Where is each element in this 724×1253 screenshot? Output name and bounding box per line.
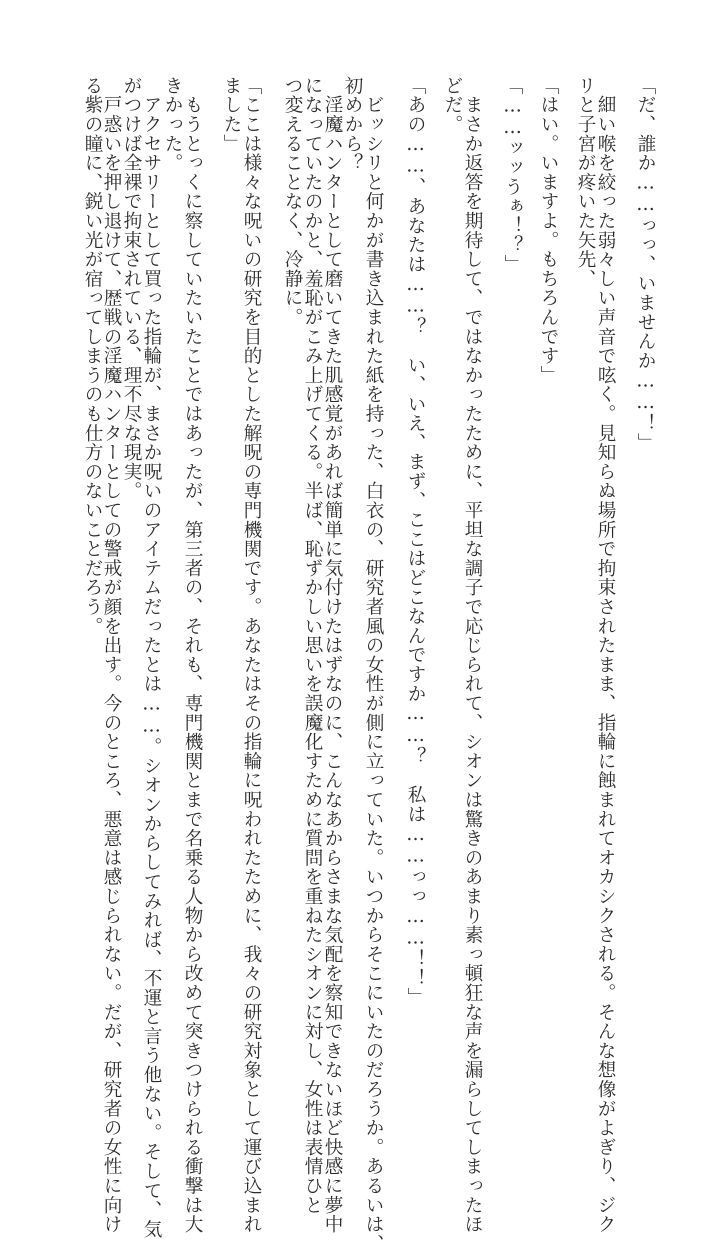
text-column-10: 初めから？ [342, 76, 363, 173]
text-column-19: がつけば全裸で拘束されている、理不尽な現実。 [121, 76, 142, 501]
text-column-20: 戸惑いを押し退けて、歴戦の淫魔ハンターとしての警戒が顔を出す。今のところ、悪意は感じられない。だが、研究者の女性に向け [101, 76, 122, 1234]
text-column-6: まさか返答を期待して、ではなかったために、平坦な調子で応じられて、シオンは驚きのあまり素っ頓狂な声を漏らしてしまったほ [462, 76, 483, 1234]
text-column-18: アクセサリーとして買った指輪が、まさか呪いのアイテムだったとは……。シオンからしてみれば、不運と言う他ない。そして、気 [141, 76, 162, 1239]
text-column-3: リと子宮が疼いた矢先、 [575, 76, 596, 289]
text-column-15: ました」 [221, 76, 242, 154]
text-column-14: 「ここは様々な呪いの研究を目的とした解呪の専門機関です。あなたはその指輪に呪われたために、我々の研究対象として運び込まれ [241, 76, 262, 1234]
text-column-4: 「はい。いますよ。もちろんです」 [538, 76, 559, 385]
text-column-11: 淫魔ハンターとして磨いてきた肌感覚があれば簡単に気付けたはずなのに、こんなあからさまな気配を察知できないほど快感に夢中 [322, 76, 343, 1234]
text-column-16: もうとっくに察していたいたことではあったが、第三者の、それも、専門機関とまで名乗る人物から改めて突きつけられる衝撃は大 [182, 76, 203, 1234]
text-column-2: 細い喉を絞った弱々しい声音で呟く。見知らぬ場所で拘束されたまま、指輪に蝕まれてオカシクされる。そんな想像がよぎり、ジク [595, 76, 616, 1234]
text-column-7: どだ。 [442, 76, 463, 134]
text-column-8: 「あの……、あなたは……？ い、いえ、まず、ここはどこなんですか……？ 私は……っっ……！！」 [405, 76, 426, 1008]
text-column-9: ビッシリと何かが書き込まれた紙を持った、白衣の、研究者風の女性が側に立っていた。いつからそこにいたのだろうか。あるいは、 [363, 76, 384, 1253]
text-column-1: 「だ、誰か……っっ、いませんか……！」 [635, 76, 656, 453]
text-column-12: になっていたのかと、羞恥がこみ上げてくる。半ば、恥ずかしい思いを誤魔化すために質問を重ねたシオンに対し、女性は表情ひと [302, 76, 323, 1215]
text-column-21: る紫の瞳に、鋭い光が宿ってしまうのも仕方のないことだろう。 [82, 76, 103, 636]
text-column-17: きかった。 [162, 76, 183, 173]
text-column-5: 「……ッッうぁ！？」 [502, 76, 523, 274]
text-column-13: つ変えることなく、冷静に。 [282, 76, 303, 327]
